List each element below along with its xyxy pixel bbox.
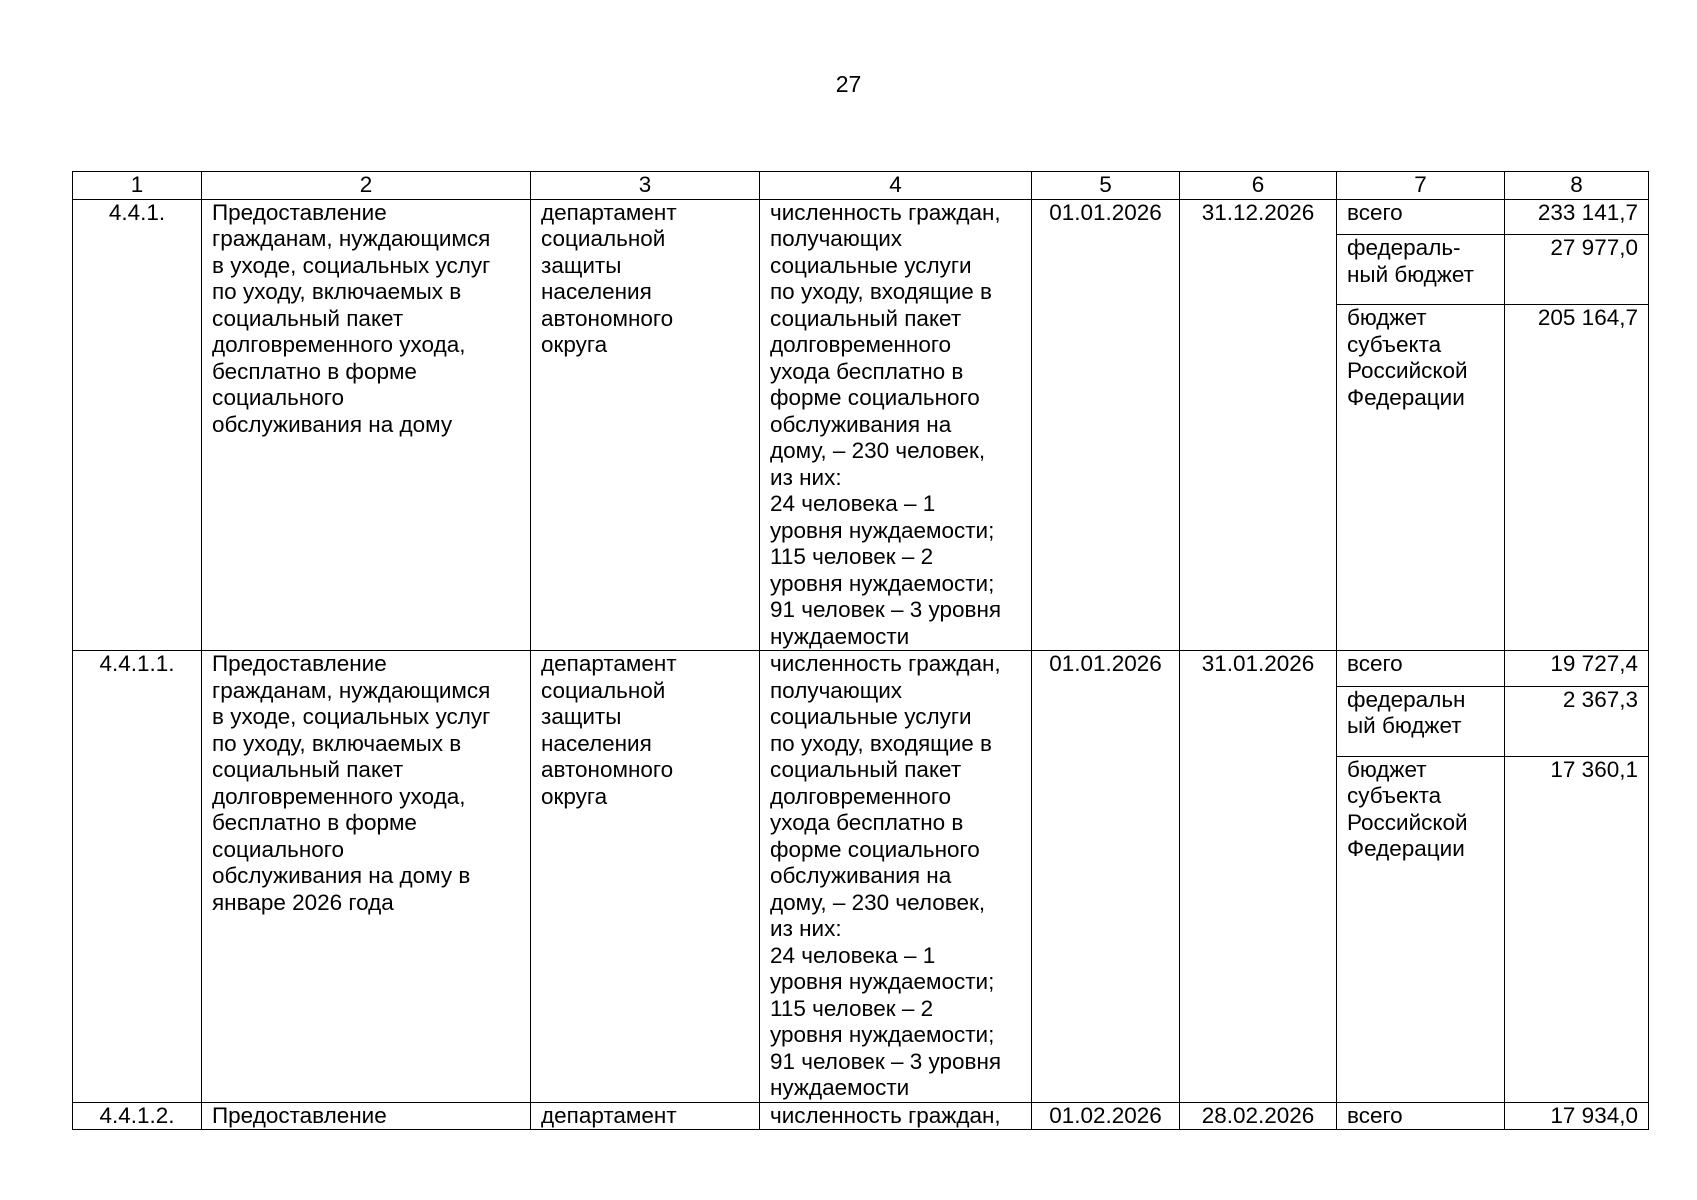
column-number: 2 (202, 172, 531, 200)
funding-source: всего (1337, 199, 1505, 235)
result-indicator: численность граждан, получающих социальные услуги по уходу, входящие в социальный пакет долговременного ухода бесплатно в форме социального обслуживания на дому, – 230 человек, из них: 24 человека – 1 уровня нуждаемости; 115 человек – 2 уровня нуждаемости; 91 человек – 3 уровня нуждаемости (760, 199, 1032, 651)
event-name: Предоставление (202, 1102, 531, 1130)
column-number: 7 (1337, 172, 1505, 200)
responsible-executor: департамент социальной защиты населения автономного округа (531, 651, 760, 1103)
event-name: Предоставление гражданам, нуждающимся в уходе, социальных услуг по уходу, включаемых в социальный пакет долговременного ухода, бесплатно в форме социального обслуживания на дому (202, 199, 531, 651)
result-indicator: численность граждан, (760, 1102, 1032, 1130)
column-number: 8 (1505, 172, 1649, 200)
item-number: 4.4.1. (73, 199, 202, 651)
funding-amount: 2 367,3 (1505, 686, 1649, 756)
funding-source: федераль- ный бюджет (1337, 235, 1505, 305)
funding-amount: 17 934,0 (1505, 1102, 1649, 1130)
column-number-row (73, 172, 1649, 200)
table-row (73, 199, 1649, 235)
column-number: 6 (1180, 172, 1337, 200)
funding-amount: 17 360,1 (1505, 756, 1649, 1102)
funding-amount: 233 141,7 (1505, 199, 1649, 235)
start-date: 01.02.2026 (1032, 1102, 1180, 1130)
column-number: 5 (1032, 172, 1180, 200)
funding-source: всего (1337, 651, 1505, 687)
column-number: 4 (760, 172, 1032, 200)
start-date: 01.01.2026 (1032, 199, 1180, 651)
column-number: 1 (73, 172, 202, 200)
measures-table (72, 171, 1649, 1130)
column-number: 3 (531, 172, 760, 200)
funding-amount: 205 164,7 (1505, 305, 1649, 651)
responsible-executor: департамент (531, 1102, 760, 1130)
funding-source: всего (1337, 1102, 1505, 1130)
page-number: 27 (835, 71, 862, 97)
funding-source: бюджет субъекта Российской Федерации (1337, 305, 1505, 651)
funding-source: бюджет субъекта Российской Федерации (1337, 756, 1505, 1102)
table-row (73, 1102, 1649, 1130)
result-indicator: численность граждан, получающих социальные услуги по уходу, входящие в социальный пакет долговременного ухода бесплатно в форме социального обслуживания на дому, – 230 человек, из них: 24 человека – 1 уровня нуждаемости; 115 человек – 2 уровня нуждаемости; 91 человек – 3 уровня нуждаемости (760, 651, 1032, 1103)
table-row (73, 651, 1649, 687)
end-date: 28.02.2026 (1180, 1102, 1337, 1130)
responsible-executor: департамент социальной защиты населения автономного округа (531, 199, 760, 651)
funding-amount: 19 727,4 (1505, 651, 1649, 687)
end-date: 31.01.2026 (1180, 651, 1337, 1103)
start-date: 01.01.2026 (1032, 651, 1180, 1103)
end-date: 31.12.2026 (1180, 199, 1337, 651)
funding-source: федеральн ый бюджет (1337, 686, 1505, 756)
item-number: 4.4.1.1. (73, 651, 202, 1103)
funding-amount: 27 977,0 (1505, 235, 1649, 305)
event-name: Предоставление гражданам, нуждающимся в уходе, социальных услуг по уходу, включаемых в социальный пакет долговременного ухода, бесплатно в форме социального обслуживания на дому в январе 2026 года (202, 651, 531, 1103)
item-number: 4.4.1.2. (73, 1102, 202, 1130)
